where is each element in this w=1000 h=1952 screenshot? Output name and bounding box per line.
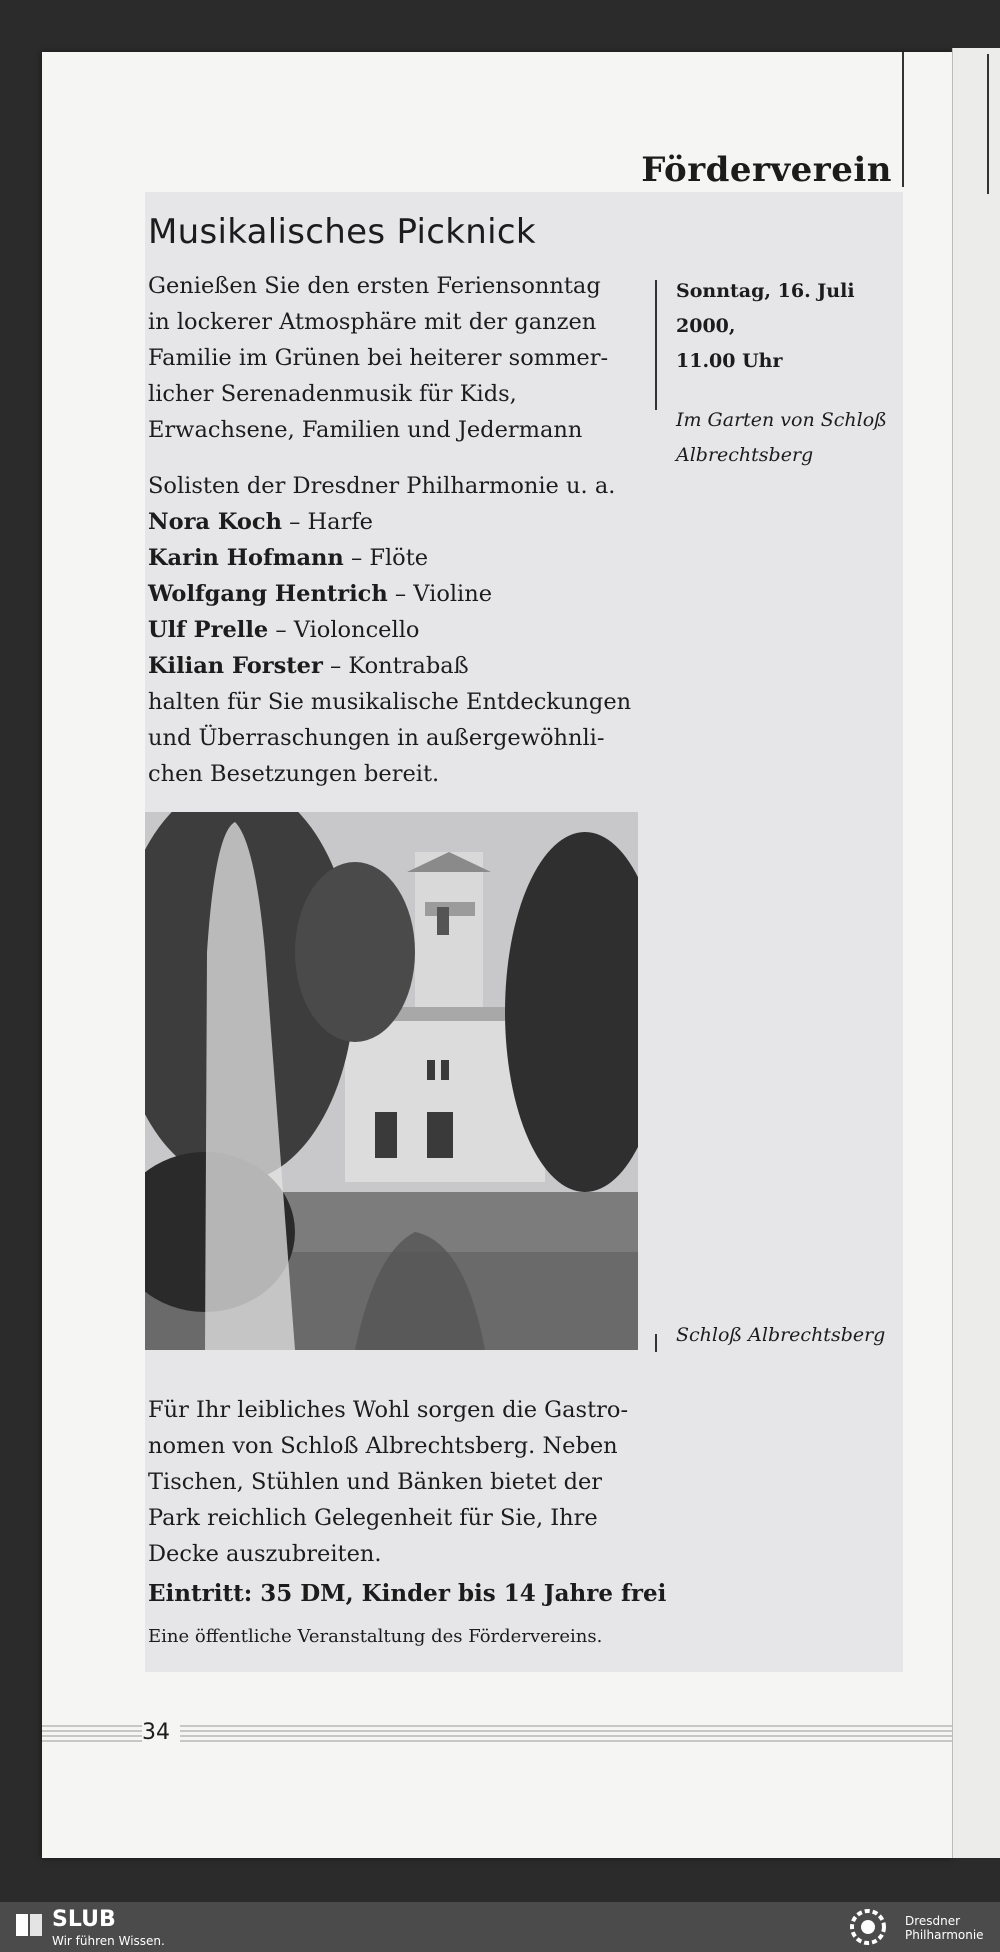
castle-photo: [145, 812, 638, 1350]
performers-outro-line: und Überraschungen in außergewöhnli-: [148, 725, 605, 751]
header-rule: [902, 52, 904, 187]
library-name: SLUB: [52, 1907, 116, 1932]
event-title: Musikalisches Picknick: [148, 212, 536, 252]
partner-name: [905, 1914, 984, 1942]
description-line: Familie im Grünen bei heiterer sommer-: [148, 345, 609, 371]
caption-rule: [655, 1334, 657, 1352]
event-description: [148, 268, 668, 448]
partner-name-line: Dresdner: [905, 1914, 961, 1928]
event-sidebar: [676, 274, 906, 473]
admission-info: Eintritt: 35 DM, Kinder bis 14 Jahre frei: [148, 1580, 667, 1607]
event-location: Albrechtsberg: [676, 444, 814, 466]
performer-name: Ulf Prelle: [148, 617, 269, 643]
document-page: [42, 52, 952, 1858]
performer-name: Karin Hofmann: [148, 545, 344, 571]
next-page-edge: [952, 48, 1000, 1858]
description-line: Erwachsene, Familien und Jedermann: [148, 417, 583, 443]
performers-block: [148, 468, 668, 792]
performers-outro-line: chen Besetzungen bereit.: [148, 761, 440, 787]
catering-line: Decke auszubreiten.: [148, 1541, 382, 1567]
catering-line: nomen von Schloß Albrechtsberg. Neben: [148, 1433, 618, 1459]
page-number: 34: [142, 1720, 180, 1745]
performer-instrument: Kontrabaß: [348, 653, 469, 679]
performer-row: [148, 504, 668, 540]
dash: –: [289, 509, 301, 535]
photo-caption: Schloß Albrechtsberg: [676, 1324, 886, 1346]
performer-instrument: Flöte: [369, 545, 429, 571]
performer-name: Wolfgang Hentrich: [148, 581, 388, 607]
performer-row: [148, 576, 668, 612]
performer-row: [148, 540, 668, 576]
description-line: Genießen Sie den ersten Feriensonntag: [148, 273, 601, 299]
soloists-intro: Solisten der Dresdner Philharmonie u. a.: [148, 473, 616, 499]
performers-outro-line: halten für Sie musikalische Entdeckungen: [148, 689, 632, 715]
catering-text: [148, 1392, 668, 1572]
description-line: in lockerer Atmosphäre mit der ganzen: [148, 309, 597, 335]
footer-bar: [0, 1902, 1000, 1952]
catering-line: Für Ihr leibliches Wohl sorgen die Gastro-: [148, 1397, 629, 1423]
sidebar-rule: [655, 280, 657, 410]
performer-name: Kilian Forster: [148, 653, 323, 679]
event-date: Sonntag, 16. Juli 2000,: [676, 280, 855, 337]
library-tagline: Wir führen Wissen.: [52, 1934, 165, 1948]
slub-logo-icon: [14, 1910, 44, 1940]
dash: –: [350, 545, 363, 571]
performer-row: [148, 612, 668, 648]
performer-row: [148, 648, 668, 684]
performer-instrument: Violoncello: [293, 617, 420, 643]
partner-name-line: Philharmonie: [905, 1928, 984, 1942]
organizer-note: Eine öffentliche Veranstaltung des Fördervereins.: [148, 1626, 603, 1647]
catering-line: Park reichlich Gelegenheit für Sie, Ihre: [148, 1505, 598, 1531]
section-heading: Förderverein: [641, 150, 892, 190]
performer-instrument: Harfe: [307, 509, 373, 535]
performer-instrument: Violine: [413, 581, 493, 607]
event-location: Im Garten von Schloß: [676, 409, 887, 431]
dash: –: [329, 653, 342, 679]
dash: –: [394, 581, 407, 607]
event-time: 11.00 Uhr: [676, 350, 783, 372]
description-line: licher Serenadenmusik für Kids,: [148, 381, 517, 407]
catering-line: Tischen, Stühlen und Bänken bietet der: [148, 1469, 603, 1495]
dash: –: [275, 617, 287, 643]
philharmonie-logo-icon: [840, 1907, 896, 1947]
performer-name: Nora Koch: [148, 509, 282, 535]
